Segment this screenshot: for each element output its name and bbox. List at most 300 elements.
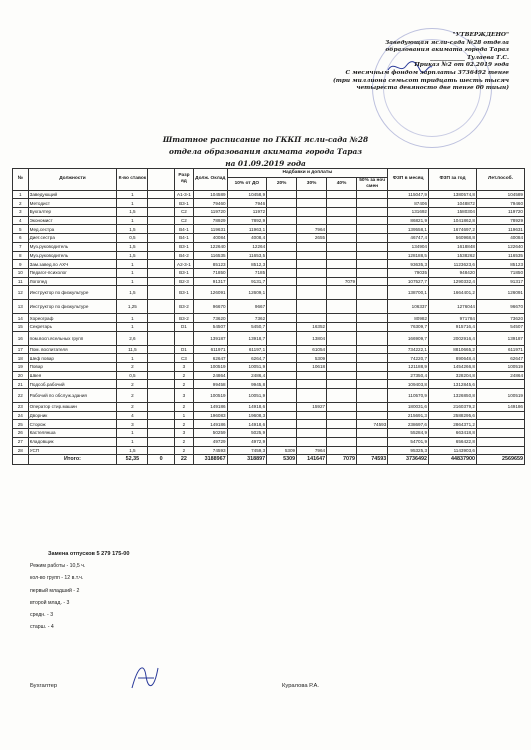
row-blank xyxy=(148,363,174,372)
row-fzp-year: 1674697,2 xyxy=(429,225,477,234)
header-fzp-month: ФЗП в месяц xyxy=(388,169,429,191)
row-pct40 xyxy=(327,225,357,234)
row-pct30 xyxy=(297,268,327,277)
title-line: отдела образования акимата города Тараз xyxy=(169,147,362,156)
row-pct50 xyxy=(357,190,388,199)
row-pct40 xyxy=(327,371,357,380)
row-position: Мед.сестра xyxy=(28,225,117,234)
row-fzp-month: 54701,9 xyxy=(388,437,429,446)
row-pct40 xyxy=(327,251,357,260)
row-grade: 2 xyxy=(174,420,193,429)
row-rate-count: 1 xyxy=(117,190,148,199)
row-leave: 100519 xyxy=(476,363,524,372)
row-pct10: 2486,4 xyxy=(227,371,267,380)
row-blank xyxy=(148,260,174,269)
row-fzp-month: 93635,3 xyxy=(388,260,429,269)
row-pct50 xyxy=(357,345,388,354)
footer-accountant-label: Бухгалтер xyxy=(30,683,58,689)
row-rate-count: 1 xyxy=(117,354,148,363)
row-pct40 xyxy=(327,314,357,323)
row-pct10: 4008,4 xyxy=(227,234,267,243)
row-pct20 xyxy=(267,314,297,323)
row-grade: 3 xyxy=(174,389,193,403)
row-fzp-year: 1538262 xyxy=(429,251,477,260)
row-blank xyxy=(148,403,174,412)
row-num: 19 xyxy=(13,363,29,372)
total-pct30: 141647 xyxy=(297,455,327,465)
row-fzp-year: 1664401,2 xyxy=(429,286,477,300)
row-fzp-month: 110570,9 xyxy=(388,389,429,403)
row-pct50 xyxy=(357,403,388,412)
header-blank xyxy=(148,169,174,191)
row-salary: 104589 xyxy=(194,190,228,199)
row-num: 9 xyxy=(13,260,29,269)
row-position: Заведующий xyxy=(28,190,117,199)
row-fzp-month: 109403,8 xyxy=(388,380,429,389)
row-pct10: 10458,9 xyxy=(227,190,267,199)
row-position: Повар xyxy=(28,363,117,372)
row-position: Методист xyxy=(28,199,117,208)
row-grade: В3-1 xyxy=(174,242,193,251)
table-row xyxy=(13,345,525,354)
table-row xyxy=(13,190,525,199)
row-fzp-year: 2588295,6 xyxy=(429,411,477,420)
approval-line: (три миллиона семьсот тридцать шесть тысяч xyxy=(332,77,509,84)
row-pct10: 19608,3 xyxy=(227,411,267,420)
row-pct40 xyxy=(327,429,357,438)
total-fzp-month: 3736492 xyxy=(388,455,429,465)
row-num: 17 xyxy=(13,345,29,354)
row-pct10: 7892,9 xyxy=(227,216,267,225)
row-position: Педагог-психолог xyxy=(28,268,117,277)
total-pct50: 74593 xyxy=(357,455,388,465)
row-blank xyxy=(148,429,174,438)
row-blank xyxy=(148,277,174,286)
header-position: Должности xyxy=(28,169,117,191)
notes-item: второй млад. - 3 xyxy=(30,599,70,606)
row-num: 3 xyxy=(13,208,29,217)
row-pct50 xyxy=(357,411,388,420)
row-fzp-year: 1312845,6 xyxy=(429,380,477,389)
row-pct30 xyxy=(297,389,327,403)
approval-line: Приказ №2 от 02.2019 года xyxy=(414,62,509,69)
row-num: 27 xyxy=(13,437,29,446)
row-rate-count: 2 xyxy=(117,389,148,403)
row-leave: 54507 xyxy=(476,322,524,331)
row-pct40 xyxy=(327,322,357,331)
header-allowances: Надбавки и доплаты xyxy=(227,169,388,178)
table-row xyxy=(13,242,525,251)
row-leave xyxy=(476,429,524,438)
row-position: Экономист xyxy=(28,216,117,225)
row-pct20 xyxy=(267,199,297,208)
row-pct50 xyxy=(357,446,388,455)
row-pct50 xyxy=(357,242,388,251)
row-fzp-month: 106337 xyxy=(388,300,429,314)
row-pct30 xyxy=(297,190,327,199)
row-pct50 xyxy=(357,354,388,363)
row-position: Шеф повар xyxy=(28,354,117,363)
row-rate-count: 2 xyxy=(117,363,148,372)
row-position: Муз.руководитель xyxy=(28,242,117,251)
row-fzp-month: 180031,6 xyxy=(388,403,429,412)
table-row xyxy=(13,216,525,225)
row-pct10: 7185 xyxy=(227,268,267,277)
row-blank xyxy=(148,268,174,277)
row-pct20 xyxy=(267,260,297,269)
row-pct50 xyxy=(357,277,388,286)
row-fzp-month: 79035 xyxy=(388,268,429,277)
row-fzp-month: 46747,4 xyxy=(388,234,429,243)
notes-item: старш. - 4 xyxy=(30,624,54,631)
title-line: Штатное расписание по ГККП ясли-сада №28 xyxy=(162,135,369,144)
approval-line: "УТВЕРЖДЕНО" xyxy=(452,32,509,38)
row-blank xyxy=(148,300,174,314)
row-fzp-year: 560968,8 xyxy=(429,234,477,243)
row-pct30: 10618 xyxy=(297,363,327,372)
row-leave: 62647 xyxy=(476,354,524,363)
row-grade: С3 xyxy=(174,354,193,363)
table-row xyxy=(13,225,525,234)
row-grade: В3-2 xyxy=(174,300,193,314)
row-pct50 xyxy=(357,216,388,225)
row-pct50 xyxy=(357,268,388,277)
row-num: 2 xyxy=(13,199,29,208)
notes-heading: Замена отпусков 5 279 175-00 xyxy=(48,551,130,557)
row-pct40 xyxy=(327,242,357,251)
row-blank xyxy=(148,234,174,243)
row-pct30 xyxy=(297,242,327,251)
row-pct40 xyxy=(327,199,357,208)
row-position: Швея xyxy=(28,371,117,380)
row-pct10: 61197,1 xyxy=(227,345,267,354)
row-position: Кастелянша xyxy=(28,429,117,438)
row-salary: 139187 xyxy=(194,331,228,345)
row-pct50 xyxy=(357,437,388,446)
row-pct40: 7079 xyxy=(327,277,357,286)
row-pct20 xyxy=(267,331,297,345)
row-num: 4 xyxy=(13,216,29,225)
table-row xyxy=(13,331,525,345)
approval-line: С месячным фондом зарплаты 3736492 тенге xyxy=(345,69,509,76)
row-grade: В3-1 xyxy=(174,286,193,300)
row-pct50 xyxy=(357,429,388,438)
row-fzp-month: 80982 xyxy=(388,314,429,323)
row-fzp-month: 134904 xyxy=(388,242,429,251)
total-grade: 22 xyxy=(174,455,193,465)
row-leave: 24864 xyxy=(476,371,524,380)
row-pct50 xyxy=(357,371,388,380)
row-num: 23 xyxy=(13,403,29,412)
row-pct30 xyxy=(297,251,327,260)
table-row xyxy=(13,437,525,446)
row-pct10: 8512,3 xyxy=(227,260,267,269)
row-fzp-year: 2002916,4 xyxy=(429,331,477,345)
row-leave: 119720 xyxy=(476,208,524,217)
row-pct40 xyxy=(327,437,357,446)
row-rate-count: 1,25 xyxy=(117,300,148,314)
row-pct20 xyxy=(267,300,297,314)
row-fzp-year: 1618848 xyxy=(429,242,477,251)
row-blank xyxy=(148,286,174,300)
total-row xyxy=(13,455,525,465)
row-pct20 xyxy=(267,403,297,412)
header-pct30: 30% xyxy=(297,177,327,190)
footer-accountant-name: Куралова Р.А. xyxy=(282,683,320,689)
row-fzp-month: 121188,9 xyxy=(388,363,429,372)
table-row xyxy=(13,260,525,269)
table-row xyxy=(13,380,525,389)
table-row xyxy=(13,420,525,429)
row-position: пом.восп.ясельных групп xyxy=(28,331,117,345)
row-num: 28 xyxy=(13,446,29,455)
row-salary: 62647 xyxy=(194,354,228,363)
approval-line: четыреста девяносто две тенге 00 тиын) xyxy=(356,85,509,92)
row-rate-count: 0,5 xyxy=(117,234,148,243)
row-blank xyxy=(148,380,174,389)
row-pct30 xyxy=(297,380,327,389)
row-pct20 xyxy=(267,268,297,277)
row-salary: 96670 xyxy=(194,300,228,314)
row-num: 25 xyxy=(13,420,29,429)
table-row xyxy=(13,371,525,380)
row-pct30 xyxy=(297,216,327,225)
row-grade: D1 xyxy=(174,322,193,331)
row-pct20 xyxy=(267,429,297,438)
row-pct20 xyxy=(267,225,297,234)
table-row xyxy=(13,251,525,260)
row-num: 15 xyxy=(13,322,29,331)
row-pct50 xyxy=(357,322,388,331)
row-rate-count: 1 xyxy=(117,216,148,225)
row-salary: 196083 xyxy=(194,411,228,420)
row-fzp-month: 215691,3 xyxy=(388,411,429,420)
row-blank xyxy=(148,331,174,345)
row-leave: 73620 xyxy=(476,314,524,323)
row-rate-count: 1,5 xyxy=(117,446,148,455)
title-line: на 01.09.2019 года xyxy=(225,159,306,168)
header-salary: Долж. Оклад xyxy=(194,169,228,191)
row-pct50 xyxy=(357,314,388,323)
row-pct10: 14918,6 xyxy=(227,403,267,412)
row-fzp-year: 948420 xyxy=(429,268,477,277)
row-pct30 xyxy=(297,420,327,429)
row-pct10: 11963,1 xyxy=(227,225,267,234)
row-salary: 85123 xyxy=(194,260,228,269)
row-rate-count: 2,6 xyxy=(117,331,148,345)
row-blank xyxy=(148,322,174,331)
row-leave: 85123 xyxy=(476,260,524,269)
row-fzp-year: 971784 xyxy=(429,314,477,323)
row-grade: А1-3-1 xyxy=(174,190,193,199)
header-grade: Разр яд xyxy=(174,169,193,191)
row-pct30: 5309 xyxy=(297,354,327,363)
row-blank xyxy=(148,208,174,217)
row-position: Бухгалтер xyxy=(28,208,117,217)
row-salary: 79460 xyxy=(194,199,228,208)
row-salary: 78929 xyxy=(194,216,228,225)
table-row xyxy=(13,389,525,403)
row-salary: 116535 xyxy=(194,251,228,260)
row-grade: А2-3-1 xyxy=(174,260,193,269)
row-pct30 xyxy=(297,286,327,300)
row-salary: 100519 xyxy=(194,389,228,403)
row-blank xyxy=(148,389,174,403)
row-leave xyxy=(476,411,524,420)
approval-line: образования акимата города Тараз xyxy=(385,47,509,54)
row-rate-count: 1,5 xyxy=(117,208,148,217)
total-salary: 3188967 xyxy=(194,455,228,465)
row-fzp-month: 139558,1 xyxy=(388,225,429,234)
row-num: 8 xyxy=(13,251,29,260)
row-pct30: 2655 xyxy=(297,234,327,243)
row-position: Дворник xyxy=(28,411,117,420)
row-salary: 40084 xyxy=(194,234,228,243)
row-pct20 xyxy=(267,420,297,429)
row-pct40 xyxy=(327,300,357,314)
row-fzp-year: 1580304 xyxy=(429,208,477,217)
row-rate-count: 1 xyxy=(117,429,148,438)
row-grade: 2 xyxy=(174,380,193,389)
row-pct40 xyxy=(327,331,357,345)
row-rate-count: 1 xyxy=(117,199,148,208)
row-grade: В2-3 xyxy=(174,277,193,286)
row-pct30 xyxy=(297,429,327,438)
row-fzp-year: 8810665,2 xyxy=(429,345,477,354)
row-fzp-year: 1380574,8 xyxy=(429,190,477,199)
row-blank xyxy=(148,251,174,260)
notes-item: кол-во групп - 12 в.т.ч. xyxy=(30,575,84,582)
row-leave: 91317 xyxy=(476,277,524,286)
row-pct10: 7459,3 xyxy=(227,446,267,455)
row-pct40 xyxy=(327,260,357,269)
table-row xyxy=(13,268,525,277)
header-pct10: 10% от ДО xyxy=(227,177,267,190)
row-pct40 xyxy=(327,190,357,199)
row-position: Рабочий по обслуж.здания xyxy=(28,389,117,403)
row-salary: 50259 xyxy=(194,429,228,438)
row-blank xyxy=(148,216,174,225)
row-fzp-year: 656422,8 xyxy=(429,437,477,446)
row-fzp-month: 128188,5 xyxy=(388,251,429,260)
row-leave: 40084 xyxy=(476,234,524,243)
row-position: Подсоб.рабочий xyxy=(28,380,117,389)
row-rate-count: 1 xyxy=(117,277,148,286)
row-num: 11 xyxy=(13,277,29,286)
row-pct40 xyxy=(327,403,357,412)
approval-line: ____________ Тулаева Т.С. xyxy=(430,54,509,61)
row-num: 5 xyxy=(13,225,29,234)
total-rate-count: 52,35 xyxy=(117,455,148,465)
row-grade xyxy=(174,331,193,345)
row-pct20 xyxy=(267,286,297,300)
document-title xyxy=(0,134,531,170)
row-grade: 1 xyxy=(174,411,193,420)
row-fzp-year: 1048872 xyxy=(429,199,477,208)
row-salary: 149186 xyxy=(194,420,228,429)
row-blank xyxy=(148,314,174,323)
row-pct20 xyxy=(267,216,297,225)
row-pct50 xyxy=(357,300,388,314)
notes-item: Режим работы - 10,5 ч. xyxy=(30,563,86,570)
row-rate-count: 1,5 xyxy=(117,286,148,300)
row-fzp-month: 55284,9 xyxy=(388,429,429,438)
row-blank xyxy=(148,371,174,380)
row-pct50 xyxy=(357,331,388,345)
total-leave: 2569659 xyxy=(476,455,524,465)
row-num: 24 xyxy=(13,411,29,420)
table-row xyxy=(13,199,525,208)
row-salary: 119631 xyxy=(194,225,228,234)
row-num: 22 xyxy=(13,389,29,403)
row-position: Муз.руководитель xyxy=(28,251,117,260)
row-leave: 122640 xyxy=(476,242,524,251)
row-pct30 xyxy=(297,411,327,420)
row-rate-count: 1 xyxy=(117,268,148,277)
row-pct50 xyxy=(357,260,388,269)
row-position: Секретарь xyxy=(28,322,117,331)
row-leave: 119631 xyxy=(476,225,524,234)
row-grade: В3-2 xyxy=(174,314,193,323)
row-leave xyxy=(476,446,524,455)
row-pct50 xyxy=(357,199,388,208)
row-pct20 xyxy=(267,234,297,243)
row-rate-count: 1,5 xyxy=(117,225,148,234)
row-pct40 xyxy=(327,208,357,217)
row-pct30 xyxy=(297,199,327,208)
row-fzp-month: 734222,1 xyxy=(388,345,429,354)
row-pct20 xyxy=(267,322,297,331)
row-pct10: 12609,1 xyxy=(227,286,267,300)
row-pct30 xyxy=(297,371,327,380)
row-rate-count: 1 xyxy=(117,260,148,269)
row-pct30 xyxy=(297,300,327,314)
row-pct10: 6264,7 xyxy=(227,354,267,363)
row-num: 13 xyxy=(13,300,29,314)
row-pct40 xyxy=(327,286,357,300)
row-pct20 xyxy=(267,411,297,420)
row-pct20 xyxy=(267,363,297,372)
row-grade: 2 xyxy=(174,437,193,446)
header-pct20: 20% xyxy=(267,177,297,190)
row-num: 1 xyxy=(13,190,29,199)
row-pct10: 13918,7 xyxy=(227,331,267,345)
table-row xyxy=(13,300,525,314)
row-rate-count: 1,5 xyxy=(117,251,148,260)
row-pct30: 7964 xyxy=(297,225,327,234)
row-pct10: 7362 xyxy=(227,314,267,323)
row-position: Оператор стир.машин xyxy=(28,403,117,412)
row-position: Диет.сестра xyxy=(28,234,117,243)
row-pct30 xyxy=(297,208,327,217)
row-blank xyxy=(148,420,174,429)
row-fzp-month: 166909,7 xyxy=(388,331,429,345)
row-position: Зам.завед.по АХЧ xyxy=(28,260,117,269)
row-position: Пом. воспитателя xyxy=(28,345,117,354)
staff-schedule-table xyxy=(12,168,525,465)
row-leave: 78929 xyxy=(476,216,524,225)
row-pct50 xyxy=(357,286,388,300)
notes-block xyxy=(30,548,130,633)
total-fzp-year: 44837900 xyxy=(429,455,477,465)
row-pct50: 74593 xyxy=(357,420,388,429)
row-pct40 xyxy=(327,345,357,354)
row-fzp-year: 1143903,6 xyxy=(429,446,477,455)
row-leave: 96670 xyxy=(476,300,524,314)
row-pct40 xyxy=(327,380,357,389)
row-grade: В4-1 xyxy=(174,225,193,234)
row-fzp-month: 95325,3 xyxy=(388,446,429,455)
